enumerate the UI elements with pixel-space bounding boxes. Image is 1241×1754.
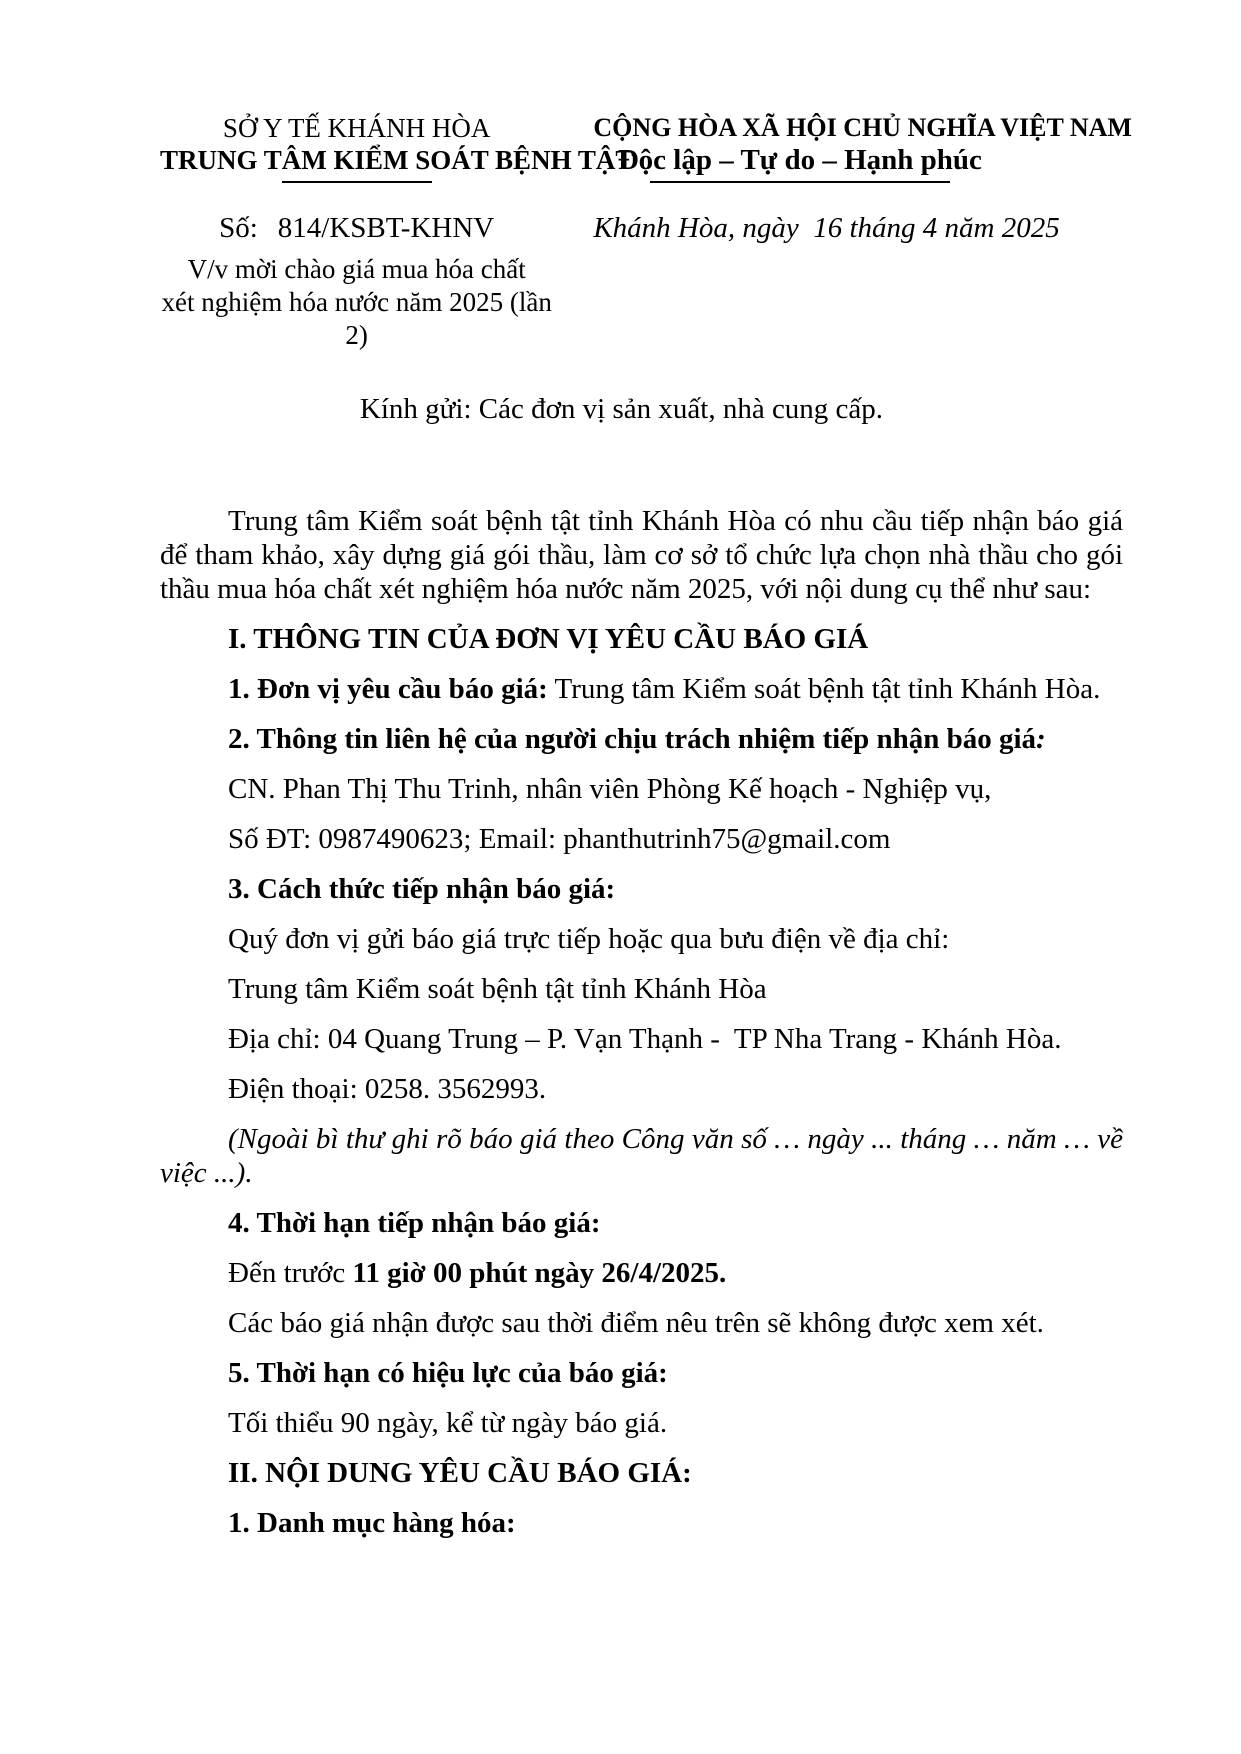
item-5-text-line: Tối thiểu 90 ngày, kể từ ngày báo giá. [228, 1407, 668, 1439]
national-title: CỘNG HÒA XÃ HỘI CHỦ NGHĨA VIỆT NAM [593, 113, 1132, 142]
doc-number-date-row [160, 211, 1123, 245]
item-3-address-line: Địa chỉ: 04 Quang Trung – P. Vạn Thạnh - TP Nha Trang - Khánh Hòa. [228, 1023, 1062, 1055]
item-4-deadline-prefix: Đến trước [228, 1257, 353, 1289]
subject-line-1: V/v mời chào giá mua hóa chất [187, 254, 526, 284]
item-4-note-line: Các báo giá nhận được sau thời điểm nêu trên sẽ không được xem xét. [228, 1307, 1044, 1339]
section-ii-item-1-heading: 1. Danh mục hàng hóa: [228, 1507, 516, 1539]
intro-paragraph: Trung tâm Kiểm soát bệnh tật tỉnh Khánh Hòa có nhu cầu tiếp nhận báo giá để tham khảo, xây dựng giá gói thầu, làm cơ sở tổ chức lựa chọn nhà thầu cho gói thầu mua hóa chất xét nghiệm hóa nước năm 2025, với nội dung cụ thể như sau: [160, 505, 1123, 605]
item-4-heading: 4. Thời hạn tiếp nhận báo giá: [228, 1207, 601, 1239]
item-4-deadline-line [160, 1256, 1123, 1290]
doc-number-value: 814/KSBT-KHNV [277, 212, 495, 244]
item-4-deadline-value: 11 giờ 00 phút ngày 26/4/2025. [352, 1257, 727, 1289]
item-2-heading [160, 722, 1123, 756]
item-3-phone-line: Điện thoại: 0258. 3562993. [228, 1073, 547, 1105]
org-underline [282, 181, 432, 183]
salutation-line: Kính gửi: Các đơn vị sản xuất, nhà cung cấp. [359, 393, 884, 425]
item-3-heading: 3. Cách thức tiếp nhận báo giá: [228, 873, 616, 905]
item-2-phone-email-line: Số ĐT: 0987490623; Email: phanthutrinh75@gmail.com [228, 823, 891, 855]
national-motto: Độc lập – Tự do – Hạnh phúc [617, 144, 982, 176]
item-5-heading: 5. Thời hạn có hiệu lực của báo giá: [228, 1357, 668, 1389]
national-header-block [593, 112, 1132, 183]
item-3-envelope-note: (Ngoài bì thư ghi rõ báo giá theo Công văn số … ngày ... tháng … năm … về việc ...). [160, 1123, 1123, 1189]
section-ii-heading: II. NỘI DUNG YÊU CẦU BÁO GIÁ: [228, 1457, 692, 1489]
item-3-line-2: Trung tâm Kiểm soát bệnh tật tỉnh Khánh Hòa [228, 973, 767, 1005]
item-2-contact-line: CN. Phan Thị Thu Trinh, nhân viên Phòng Kế hoạch - Nghiệp vụ, [228, 773, 992, 805]
section-i-heading: I. THÔNG TIN CỦA ĐƠN VỊ YÊU CẦU BÁO GIÁ [228, 623, 869, 655]
document-body [160, 504, 1123, 1540]
issuing-org-block [160, 112, 634, 183]
item-1-label: 1. Đơn vị yêu cầu báo giá: [228, 673, 548, 705]
item-2-colon: : [1036, 723, 1046, 755]
document-header [160, 112, 1132, 183]
place-date-line: Khánh Hòa, ngày 16 tháng 4 năm 2025 [593, 212, 1060, 244]
item-2-label: 2. Thông tin liên hệ của người chịu trách nhiệm tiếp nhận báo giá [228, 723, 1037, 755]
doc-number-label: Số: [219, 212, 258, 244]
org-parent-name: SỞ Y TẾ KHÁNH HÒA [222, 113, 491, 143]
doc-number-line [160, 211, 593, 245]
org-name: TRUNG TÂM KIỂM SOÁT BỆNH TẬT [160, 145, 634, 175]
subject-line-2: xét nghiệm hóa nước năm 2025 (lần 2) [161, 287, 552, 350]
subject-block [160, 253, 593, 352]
item-1-text: Trung tâm Kiểm soát bệnh tật tỉnh Khánh Hòa. [554, 673, 1101, 705]
item-3-line-1: Quý đơn vị gửi báo giá trực tiếp hoặc qua bưu điện về địa chỉ: [228, 923, 950, 955]
item-1-paragraph [160, 672, 1123, 706]
motto-underline [650, 181, 950, 183]
